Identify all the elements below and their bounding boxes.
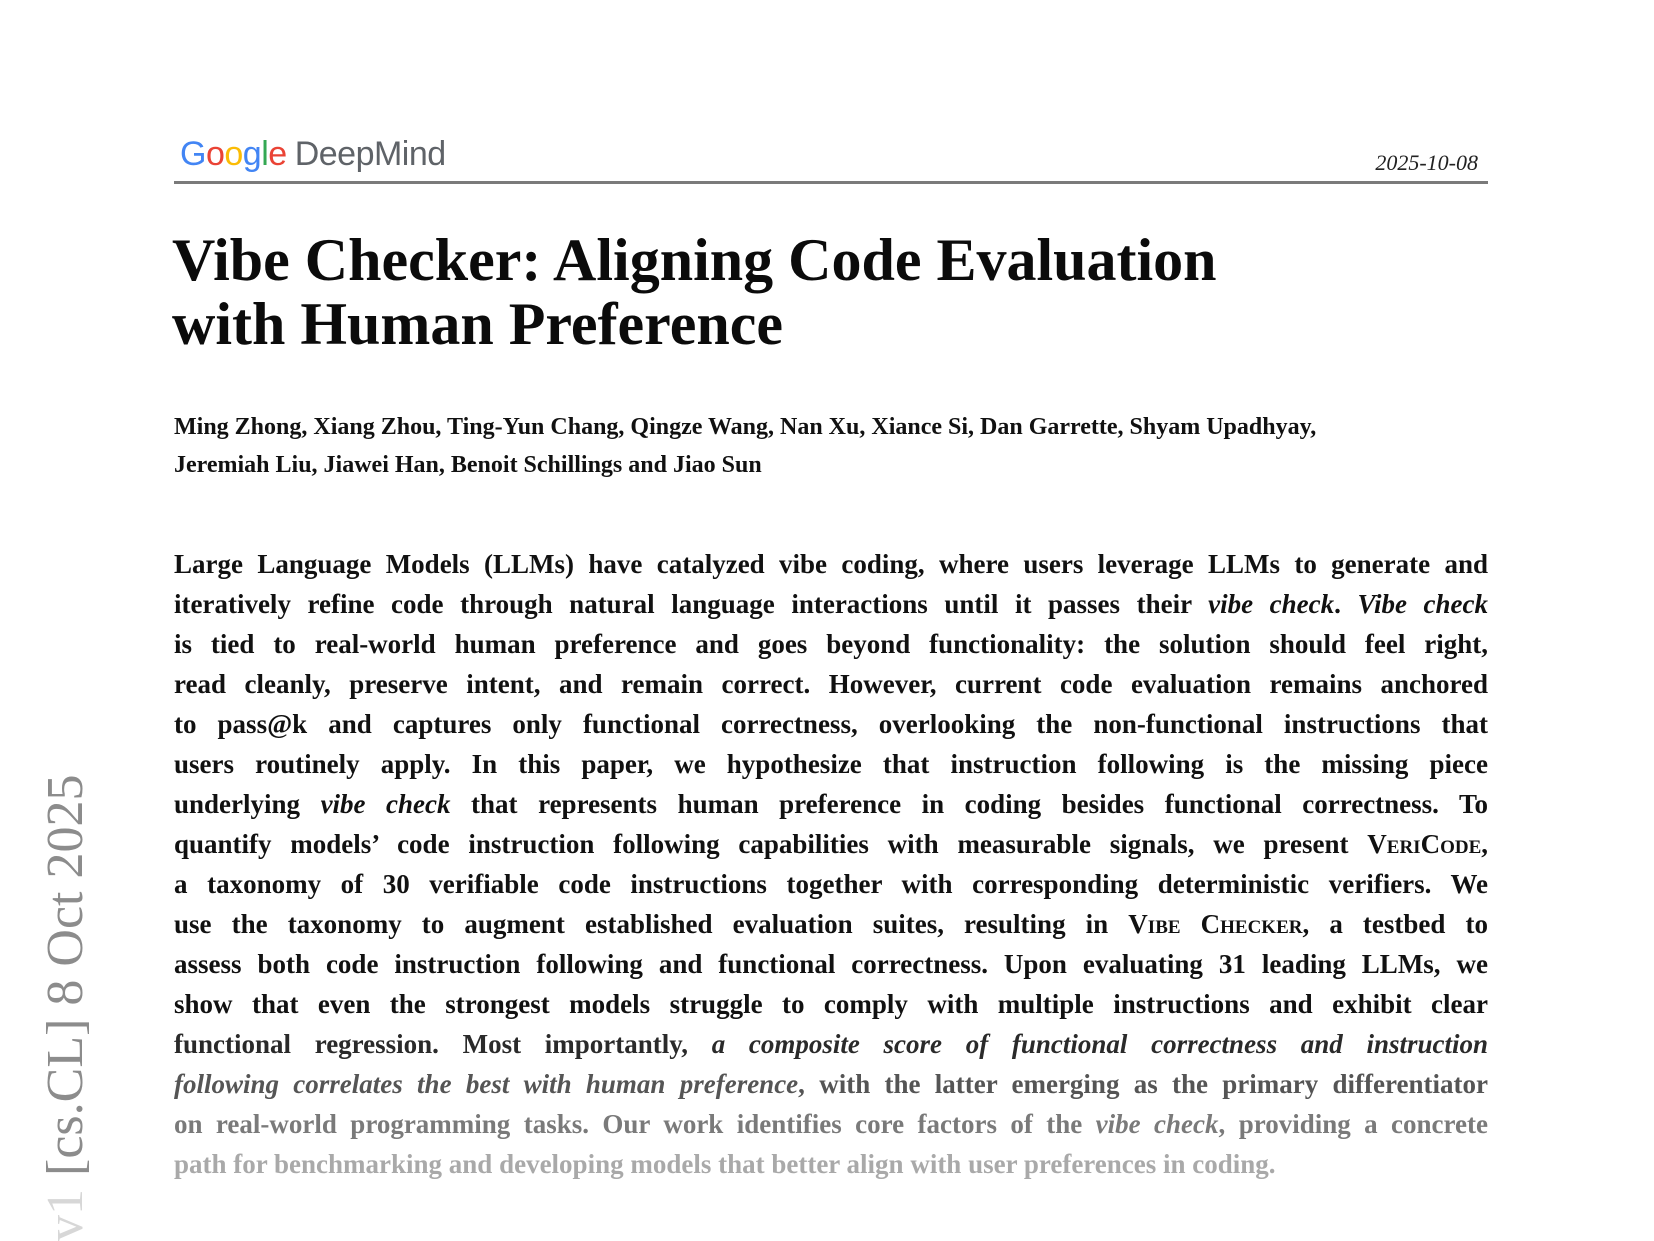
abstract-emphasis: Vibe check	[1357, 589, 1488, 619]
abstract-line	[174, 1024, 1488, 1064]
abstract-line	[174, 784, 1488, 824]
arxiv-version: v1	[37, 1189, 94, 1241]
arxiv-side-stamp	[38, 775, 94, 1241]
logo-letter: l	[261, 135, 269, 173]
google-deepmind-logo	[180, 134, 446, 174]
abstract-text: that represents human preference in coding besides functional correctness. To	[450, 789, 1488, 819]
logo-letter: G	[180, 135, 206, 173]
abstract-line	[174, 584, 1488, 624]
author-line: Ming Zhong, Xiang Zhou, Ting-Yun Chang, Qingze Wang, Nan Xu, Xiance Si, Dan Garrette, Shyam Upadhyay,	[174, 414, 1317, 440]
abstract-emphasis: vibe check	[1095, 1109, 1219, 1139]
abstract-line: read cleanly, preserve intent, and remain correct. However, current code evaluation remains anchored	[174, 669, 1488, 699]
abstract-line	[174, 824, 1488, 864]
author-list	[174, 408, 1494, 484]
abstract-text: ,	[1481, 829, 1488, 859]
title-line: with Human Preference	[172, 291, 783, 357]
logo-letter: e	[268, 135, 287, 173]
abstract-emphasis: following correlates the best with human preference	[174, 1069, 799, 1099]
vibe-checker-name: Vibe Checker	[1128, 909, 1303, 939]
page-header	[174, 134, 1488, 184]
abstract-text: underlying	[174, 789, 321, 819]
abstract-line: is tied to real-world human preference and goes beyond functionality: the solution should feel right,	[174, 629, 1488, 659]
abstract-line: assess both code instruction following and functional correctness. Upon evaluating 31 leading LLMs, we	[174, 949, 1488, 979]
abstract-emphasis: vibe check	[1208, 589, 1335, 619]
header-divider	[174, 181, 1488, 184]
abstract	[174, 544, 1488, 1184]
logo-letter: o	[224, 135, 243, 173]
abstract-text: , providing a concrete	[1218, 1109, 1488, 1139]
abstract-text: , with the latter emerging as the primary differentiator	[798, 1069, 1488, 1099]
abstract-text: on real-world programming tasks. Our work identifies core factors of the	[174, 1109, 1096, 1139]
abstract-text: use the taxonomy to augment established evaluation suites, resulting in	[174, 909, 1129, 939]
abstract-line	[174, 1104, 1488, 1144]
abstract-line	[174, 904, 1488, 944]
abstract-line	[174, 1064, 1488, 1104]
abstract-text: iteratively refine code through natural language interactions until it passes their	[174, 589, 1209, 619]
logo-letter: o	[205, 135, 225, 173]
paper-title	[172, 228, 1492, 356]
abstract-emphasis: a composite score of functional correctness and instruction	[711, 1029, 1488, 1059]
logo-letter: g	[242, 135, 262, 173]
abstract-line: users routinely apply. In this paper, we hypothesize that instruction following is the missing piece	[174, 749, 1488, 779]
arxiv-category-date: [cs.CL] 8 Oct 2025	[37, 774, 94, 1176]
title-line: Vibe Checker: Aligning Code Evaluation	[172, 227, 1217, 293]
abstract-text: .	[1334, 589, 1358, 619]
abstract-emphasis: vibe check	[320, 789, 451, 819]
abstract-line: a taxonomy of 30 verifiable code instructions together with corresponding deterministic verifiers. We	[174, 869, 1488, 899]
abstract-line: Large Language Models (LLMs) have catalyzed vibe coding, where users leverage LLMs to generate and	[174, 549, 1488, 579]
abstract-text: quantify models’ code instruction following capabilities with measurable signals, we present	[174, 829, 1368, 859]
logo-suffix: DeepMind	[294, 135, 446, 173]
vericode-name: VeriCode	[1367, 829, 1482, 859]
publication-date: 2025-10-08	[1375, 150, 1478, 175]
abstract-text: , a testbed to	[1302, 909, 1489, 939]
abstract-line: path for benchmarking and developing models that better align with user preferences in coding.	[174, 1149, 1276, 1179]
abstract-line: to pass@k and captures only functional correctness, overlooking the non-functional instructions that	[174, 709, 1488, 739]
abstract-text: functional regression. Most importantly,	[174, 1029, 712, 1059]
abstract-line: show that even the strongest models struggle to comply with multiple instructions and exhibit clear	[174, 989, 1488, 1019]
author-line: Jeremiah Liu, Jiawei Han, Benoit Schillings and Jiao Sun	[174, 452, 762, 478]
